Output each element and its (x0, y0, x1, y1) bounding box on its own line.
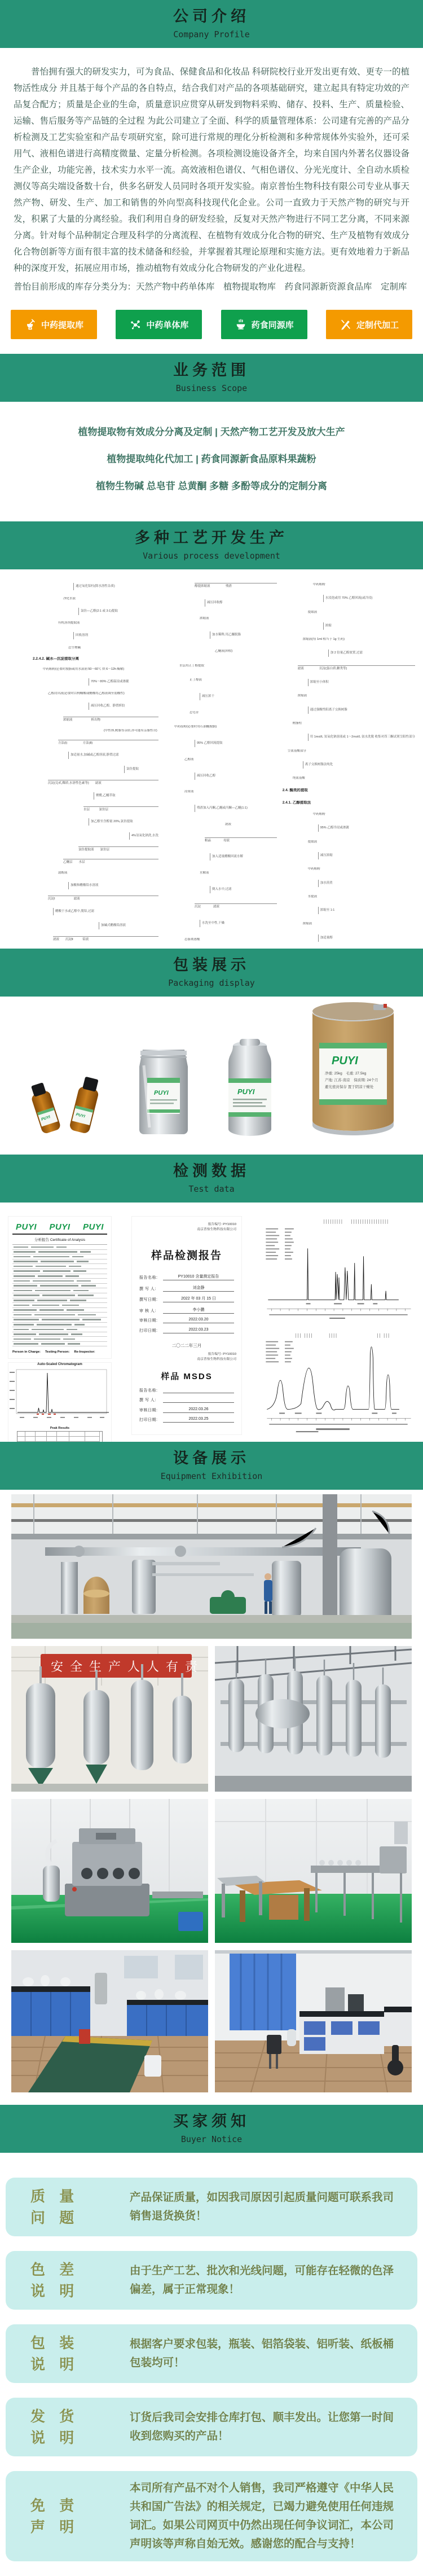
report-field-row: 审核日期: 2022.03.26 (139, 1407, 234, 1413)
flowchart-step: 加 2 倍量乙醇放置,过滤 (328, 650, 415, 657)
flowchart-step: 减压浓干 (200, 693, 277, 700)
coa-logos: PUYI PUYI PUYI (12, 1221, 107, 1235)
section-title: 公司介绍 (173, 8, 250, 25)
category-button-label: 定制代加工 (356, 320, 399, 330)
flowchart-step: 滤液 (224, 822, 231, 826)
flowchart-step: 沉淀(兑甙,鞣质,水溶性色素等) 滤液 (48, 780, 158, 785)
section-title: 买家须知 (173, 2113, 250, 2130)
notice-card-label: 色 差 说 明 (30, 2261, 80, 2299)
svg-text:PUYI: PUYI (237, 1087, 255, 1096)
equipment-photo-tablet-press-room (11, 1799, 208, 1943)
notice-card-5 (6, 2471, 417, 2561)
flowchart-column-2 (164, 583, 277, 942)
flowchart-step: 残渣加入丙酮,乙醚或丙酮—乙醚(1:1) (195, 805, 277, 812)
peak-results-table (17, 1431, 103, 1442)
flowchart-step: 醋酸于水或乙醇中,脱铅,过滤 (53, 908, 158, 915)
flowchart-step: 加适量水,加碱或乙醇溶液,静置过滤 (68, 752, 158, 759)
flowchart-step: 95% 乙醇冷浸或渗漉 (318, 824, 415, 832)
flowchart-step: 离子交换树脂法纯化 (303, 761, 415, 769)
flowchart-step: 减压回收乙醇，静置析胶 (89, 703, 158, 710)
chromatogram-plot (8, 1367, 111, 1421)
section-title: 多种工艺开发生产 (135, 529, 288, 547)
flowchart-step: 浓缩至小体积 (308, 679, 415, 686)
coa-table (12, 1244, 107, 1346)
flowchart-step: 醇提浓缩液 残渣 (195, 583, 277, 589)
notice-card-1 (6, 2178, 417, 2236)
report-field-row: 撰 写 人: (139, 1397, 234, 1403)
flowchart-step: 滤液 沉淀(蛋白质,糖类等) (298, 665, 415, 671)
flowchart-step: 减压回收乙醇 (195, 773, 277, 780)
aluminum-tin-image (219, 1034, 280, 1139)
category-buttons-row (11, 310, 412, 339)
flowchart-step: 聚酰,乙醚萃取 (94, 792, 158, 800)
section-header-equipment (0, 1442, 423, 1490)
notice-card-4 (6, 2398, 417, 2456)
flowchart-step: 70%～80% 乙醇温浸或渗漉 (89, 678, 158, 686)
flowchart-step: 加适量醇 (318, 934, 415, 942)
notice-card-text: 根据客户要求包装，瓶装、铝箔袋装、铝听装、纸板桶包装均可！ (130, 2338, 394, 2369)
flowchart-step: 纯氨基酸 (292, 776, 305, 780)
flowchart-step: 倒入水中,过滤 (210, 886, 277, 893)
equipment-photo-lab-green-mat (11, 1950, 208, 2092)
section-title: 检测数据 (173, 1162, 250, 1180)
section-subtitle-en: Packaging display (168, 978, 255, 988)
mortar-icon (24, 318, 37, 331)
business-scope-lines (0, 402, 423, 521)
svg-text:PUYI: PUYI (153, 1090, 169, 1096)
report-field-row: 打印日期: 2022.03.23 (139, 1328, 234, 1333)
flowchart-step: 浓缩液 析出物 (63, 717, 158, 722)
report-field-row: 审核日期: 2022.03.20 (139, 1318, 234, 1323)
flowchart-step: 加入适量醋酸回流水解 (210, 853, 277, 861)
section-title: 设备展示 (173, 1450, 250, 1467)
flowchart-step: 2.4. 酶类的提取 (282, 788, 308, 793)
flowchart-step: 浓缩液(每 1ml 相当于 1g 生药) (302, 638, 345, 642)
flowchart-step: 加酸和醋酸铅水溶液 (68, 882, 158, 889)
flowchart-step: 氯仿提取液 氯仿层 (78, 846, 158, 852)
report-field-row: 撰 写 人: 刘金静 (139, 1285, 234, 1292)
msds-company: 南京普怡生物科技有限公司 (197, 1357, 236, 1361)
equipment-photo-factory-wide (11, 1494, 412, 1639)
section-subtitle-en: Buyer Notice (180, 2134, 243, 2144)
flowchart-step: 浓缩至 1:1 (318, 907, 415, 914)
flowchart-step: 加水稀释,用乙醚脱脂 (210, 631, 277, 639)
equipment-photo-lab-benches (215, 1950, 412, 2092)
tools-icon (340, 318, 352, 331)
flowchart-step: 乙醇液 (184, 757, 194, 761)
section-header-scope (0, 354, 423, 402)
flowchart-step: 水层用正丁醇提取 (179, 664, 204, 668)
molecule-icon (129, 318, 142, 331)
notice-card-text: 由于生产工艺、批次和光线问题，可能存在轻微的色泽偏差，属于正常现象！ (130, 2265, 394, 2296)
section-subtitle-en: Company Profile (173, 29, 250, 40)
flowchart-step: 中药粗粉 (312, 813, 325, 817)
flowchart-step: 浓缩液 (302, 922, 312, 926)
report-fields (137, 1274, 236, 1333)
report-field-row: 报告名称: (139, 1388, 234, 1393)
flowchart-step: 中药粗粉(必要时脱脂或用水湿润 50～60℃ 烘 6～12h 酶解) (43, 667, 125, 671)
kraft-drum-image (306, 999, 400, 1139)
flowchart-step: 总游离蒽醌 (184, 937, 200, 941)
flowchart-step: 2.2.4.2. 碱水—沉淀提取分离 (33, 656, 79, 661)
notice-card-label: 质 量 问 题 (30, 2188, 80, 2226)
svg-text:避光密封保存 置于阴凉干燥处: 避光密封保存 置于阴凉干燥处 (324, 1085, 374, 1089)
notice-card-3 (6, 2324, 417, 2383)
flowchart-step: 方法(Ⅰ) 方法(Ⅱ) (58, 740, 158, 745)
flowchart-step: 总生物碱 (68, 646, 81, 650)
flowchart-step: 树脂柱 (292, 721, 302, 725)
flowchart-step: 总皂苷 (189, 710, 199, 714)
section-header-packaging (0, 949, 423, 997)
flowchart-step: 浓缩液 (199, 617, 209, 621)
flowchart-step: 水洗至中性,干燥 (200, 920, 277, 927)
flowchart-step: 4%氢氧化钠洗,水洗 (129, 832, 158, 840)
flowchart-step: 水层 氯仿层 (83, 806, 158, 812)
bowl-icon (235, 318, 247, 331)
flowchart-step: 2.4.1. 乙醇提取法 (282, 800, 311, 805)
flowchart-step: 乙醚液(回收) (214, 649, 233, 653)
category-button-4[interactable] (326, 310, 412, 339)
section-subtitle-en: Test data (188, 1184, 235, 1194)
company-intro-paragraph: 普怡拥有强大的研发实力，可为食品、保健食品和化妆品 科研院校行业开发出更有效、更专一的植物活性成分 并且基于每个产品的各自特点，结合我们对产品的各项基础研究，建立起具有特定功效的产品复合配方；质量是企业的生命，质量意识应贯穿从研发到物料采购、储存、投料、生产、质量检验、运输、售后服务等产品链的全过程 为此公司建立了全面、科学的质量管理体系：公司建有完善的产品分析检测及工艺实验室和产品专项研究室，除可进行常规的理化分析检测和多种常规体外实验外，还可采用气、液相色谱进行高精度微量、定量分析检测。各项检测设施设备齐全，均来自国内外著名仪器设备生产企业，功能完善，技术实力水平一流。高效液相色谱仪、气相色谱仪、分光光度计、全自动水质检测仪等高尖端设备数十台，供多名研发人员同时各项开发实验。南京普怡生物科技有限公司专业从事天然产物、研发、生产、加工和销售的外向型高科技现代化企业。公司一直致力于天然产物的研究与开发，积累了大量的分离经验。我们利用自身的研发经验，反复对天然产物进行不同工艺分离，不同来源分离。针对每个品种制定合理及科学的分离流程、在植物有效成分化合物的研究、生产及植物有效成分化合物创新等方面有很丰富的技术储备和经验，并掌握着其理论原理和实施方法。更有效地着力于新品种的深度开发，拓展应用市场，推动植物有效成分化合物研发的产业化进程。 (14, 67, 409, 273)
coa-column (8, 1216, 112, 1435)
category-button-label: 药食同源库 (251, 320, 294, 330)
msds-number: 报告编号: PY10010 (208, 1352, 236, 1356)
svg-text:PUYI: PUYI (41, 1115, 51, 1122)
packaging-images-row (0, 997, 423, 1155)
notice-card-text: 产品保证质量，如因我司原因引起质量问题可联系我司销售退货换货！ (130, 2191, 394, 2222)
flowchart-step: 减压浓缩 (318, 852, 415, 859)
flowchart-step: 中药粗粉 (312, 583, 325, 586)
coa-title: 分析报告 Certificate of Analysis (34, 1238, 85, 1242)
report-field-row: 报告名称: PY10010 含量测定报告 (139, 1274, 234, 1280)
flowchart-step: 沉淀Ⅰ 滤液 (48, 896, 158, 901)
notice-card-text: 订货后我司会安排仓库打包、顺丰发出。让您第一时间收到您购买的产品！ (130, 2411, 394, 2442)
section-title: 业务范围 (173, 362, 250, 379)
report-field-row: 打印日期: 2022.03.25 (139, 1417, 234, 1423)
flowchart-step: 浓缩 (323, 622, 415, 630)
notice-card-2 (6, 2251, 417, 2310)
flowchart-step: 净化水液 (63, 596, 76, 600)
company-intro (14, 48, 409, 301)
notice-card-label: 免 责 声 明 (30, 2497, 80, 2535)
certificate-of-analysis-document (8, 1216, 112, 1359)
safety-banner-text: 安全生产人人有责 (51, 1660, 205, 1674)
flowchart-step: 回收溶剂 (73, 632, 158, 639)
flowchart-step: 水浸泡或用 70% 乙醇回流(或冷浸) (323, 595, 415, 602)
flowchart-step: 浓缩液 (297, 694, 307, 698)
flowchart-step: 通过强酸性阳离子交换树脂 (308, 706, 415, 714)
test-data-row (0, 1203, 423, 1442)
flowchart-step: 加水煎煮 (318, 880, 415, 887)
flowchart-step: 滤液 沉淀Ⅱ 铅液 (53, 936, 158, 942)
amber-bottles-image (23, 1068, 107, 1139)
flowchart-step: 水解液 (199, 871, 209, 875)
section-title: 包装展示 (173, 956, 250, 974)
equipment-photo-filling-line-room (215, 1799, 412, 1943)
flowchart-step: 滤醇液 (58, 871, 68, 875)
flowchart-step: 用 1mol/L 氢氧化钠溶液或 1～2mol/L 氨水洗脱 收集对茚三酮试剂呈阳性部分 (308, 734, 415, 741)
svg-text:产地: 江苏·南京 保质期: 24个月: 产地: 江苏·南京 保质期: 24个月 (324, 1078, 378, 1082)
msds-title: 样品 MSDS (161, 1371, 213, 1381)
report-field-row: 撰写日期: 2022 年 03 月 15 日 (139, 1296, 234, 1302)
section-subtitle-en: Business Scope (175, 383, 248, 393)
flowchart-step: 沉淀 滤液 (195, 903, 277, 909)
report-date: 二〇二二年三月 (171, 1342, 202, 1348)
foil-pouch-image (133, 1043, 195, 1139)
category-button-label: 中药提取库 (41, 320, 83, 330)
report-number: 报告编号: PY10010 (208, 1223, 236, 1226)
flowchart-step: 水提液 (307, 894, 318, 898)
report-field-row: 审 核 人: 李小鹏 (139, 1307, 234, 1314)
chromatogram-title: Auto-Scaled Chromatogram (37, 1363, 82, 1367)
msds-fields (137, 1388, 236, 1423)
business-scope-line-2: 植物提取纯化代加工 | 药食同源新食品原料果蔬粉 (107, 454, 316, 464)
flowchart-step: 粗晶 母液 (205, 837, 277, 843)
section-subtitle-en: Equipment Exhibition (160, 1471, 263, 1481)
notice-card-text: 本司所有产品不对个人销售，我司严格遵守《中华人民共和国广告法》的相关规定，已竭力避免使用任何违规词汇。如果公司网页中仍然出现任何争议词汇，本公司声明该等声称自始无效。感谢您的配合与支持！ (130, 2482, 394, 2550)
category-button-1[interactable] (11, 310, 97, 339)
flowchart-step: 乙醚层 水层 (63, 859, 158, 864)
nmr-spectrum-2 (262, 1330, 415, 1435)
flowchart-step: 通过氧化铝柱(除水溶性杂质) (73, 583, 158, 590)
flowchart-step: 氯仿提取 (124, 766, 158, 773)
nmr-spectrum-1 (262, 1216, 415, 1326)
flowchart-column-3 (283, 583, 415, 942)
drum-brand: PUYI (331, 1055, 358, 1067)
report-title: 样品检测报告 (151, 1250, 222, 1262)
svg-text:净重: 25kg 毛重: 27.5kg: 净重: 25kg 毛重: 27.5kg (324, 1072, 367, 1076)
category-button-3[interactable] (221, 310, 307, 339)
flowchart-step: 乙醇浸出液(必要时以枸橼酸或醋酸将乙醇液调至弱酸性) (48, 692, 125, 696)
sample-report-document (131, 1216, 242, 1435)
svg-text:PUYI: PUYI (76, 1112, 86, 1119)
equipment-photos (11, 1490, 412, 2092)
flowchart-step: 正丁醇液 (189, 678, 202, 682)
section-header-notice (0, 2105, 423, 2153)
flowchart-step: 减压回收醇 (205, 599, 277, 607)
equipment-photo-columns-banner (11, 1646, 208, 1792)
section-subtitle-en: Various process development (143, 551, 280, 561)
flowchart-step: 加碱式醋酸铅溶液 (99, 922, 158, 929)
flowchart-step: (中性体,树脂等杂质,亦可能有亲脂性苷) (104, 729, 157, 732)
nmr-column (262, 1216, 415, 1435)
coa-signature-line: Person in Charge: Testing Person: Re-Inspector: (12, 1350, 95, 1354)
report-company: 南京普怡生物科技有限公司 (197, 1228, 236, 1231)
category-button-label: 中药单体库 (146, 320, 189, 330)
section-header-company (0, 0, 423, 48)
section-header-process (0, 521, 423, 569)
flowchart-step: 提取液 (307, 840, 318, 844)
flowchart-step: 有机溶剂提取液 (58, 621, 80, 625)
buyer-notice-cards (0, 2178, 423, 2561)
section-header-testdata (0, 1155, 423, 1203)
flowchart-step: 中药粗粉 (307, 867, 320, 871)
flowchart-step: 95% 乙醇回流提取 (195, 740, 277, 747)
business-scope-line-3: 植物生物碱 总皂苷 总黄酮 多糖 多酚等成分的定制分离 (96, 481, 327, 491)
flowchart-step: 中药原粉(必要时用石油醚脱脂) (174, 725, 217, 729)
category-button-2[interactable] (116, 310, 202, 339)
flowchart-step: 呈氨基酸部分 (287, 749, 306, 753)
equipment-photo-extraction-skids (215, 1646, 412, 1792)
peak-results-title: Peak Results (50, 1427, 70, 1430)
inventory-categories-line: 普怡目前形成的库存分类分为：天然产物中药单体库 植物提取物库 药食同源新资源食品库 定制库 (14, 282, 407, 292)
flowchart-step: 氯仿—乙醇(2:1 或 3:1)提取 (78, 608, 158, 615)
notice-card-label: 包 装 说 明 (30, 2334, 80, 2373)
notice-card-label: 发 货 说 明 (30, 2408, 80, 2446)
flowchart-column-1 (23, 583, 158, 942)
chromatogram-document (8, 1362, 112, 1442)
flowchart-step: 提取液 (307, 610, 318, 614)
process-flowcharts (0, 569, 423, 949)
business-scope-line-1: 植物提取物有效成分分离及定制 | 天然产物工艺开发及放大生产 (78, 427, 345, 437)
flowchart-step: 加乙醇至含醇量 20%,氯仿提取 (89, 818, 158, 826)
flowchart-step: 浸膏液 (184, 790, 194, 794)
